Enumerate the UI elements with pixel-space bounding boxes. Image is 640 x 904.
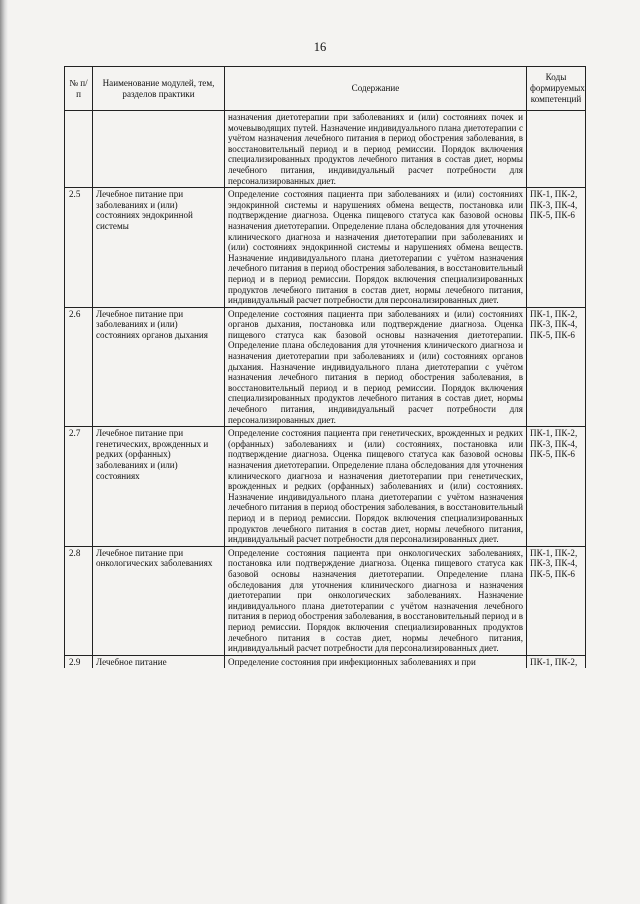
row-num: 2.7 [65,427,93,547]
row-num: 2.6 [65,307,93,427]
row-name: Лечебное питание [93,655,225,668]
row-name: Лечебное питание при онкологических заболеваниях [93,546,225,655]
row-codes [527,111,586,188]
curriculum-table [64,66,586,668]
row-codes: ПК-1, ПК-2, [527,655,586,668]
table-row [65,188,586,308]
row-content: Определение состояния пациента при заболеваниях и (или) состояниях органов дыхания, постановка или подтверждение диагноза. Оценка пищевого статуса как базовой основы назначения диетотерапии. Определение плана обследования для уточнения клинического диагноза и назначения диетотерапии при заболеваниях и (или) состояниях органов дыхания. Назначение индивидуального плана диетотерапии с учётом назначения лечебного питания в период обострения заболевания, в восстановительный период и в период ремиссии. Порядок включения специализированных продуктов лечебного питания в состав диет, нормы лечебного питания, индивидуальный расчет потребности для персонализированных диет. [225,307,527,427]
row-codes: ПК-1, ПК-2, ПК-3, ПК-4, ПК-5, ПК-6 [527,188,586,308]
table-row [65,427,586,547]
row-num: 2.5 [65,188,93,308]
table-row [65,655,586,668]
row-codes: ПК-1, ПК-2, ПК-3, ПК-4, ПК-5, ПК-6 [527,427,586,547]
row-content: назначения диетотерапии при заболеваниях и (или) состояниях почек и мочевыводящих путей. Назначение индивидуального плана диетотерапии с учётом назначения лечебного питания в период обострения заболевания, в восстановительный период и в период ремиссии. Порядок включения специализированных продуктов лечебного питания в состав диет, нормы лечебного питания, индивидуальный расчет потребности для персонализированных диет. [225,111,527,188]
header-name: Наименование модулей, тем, разделов практики [93,67,225,111]
row-content: Определение состояния пациента при генетических, врожденных и редких (орфанных) заболеваниях и (или) состояниях, постановка или подтверждение диагноза. Оценка пищевого статуса как базовой основы назначения диетотерапии. Определение плана обследования для уточнения клинического диагноза и назначения диетотерапии при генетических, врожденных и редких (орфанных) заболеваниях и (или) состояниях. Назначение индивидуального плана диетотерапии с учётом назначения лечебного питания в период обострения заболевания, в восстановительный период и в период ремиссии. Порядок включения специализированных продуктов лечебного питания в состав диет, нормы лечебного питания, индивидуальный расчет потребности для персонализированных диет. [225,427,527,547]
row-codes: ПК-1, ПК-2, ПК-3, ПК-4, ПК-5, ПК-6 [527,546,586,655]
row-content: Определение состояния пациента при заболеваниях и (или) состояниях эндокринной системы и нарушениях обмена веществ, постановка или подтверждение диагноза. Оценка пищевого статуса как базовой основы назначения диетотерапии. Определение плана обследования для уточнения клинического диагноза и назначения диетотерапии при заболеваниях и (или) состояниях эндокринной системы и нарушениях обмена веществ. Назначение индивидуального плана диетотерапии с учётом назначения лечебного питания в период обострения заболевания, в восстановительный период и в период ремиссии. Порядок включения специализированных продуктов лечебного питания в состав диет, нормы лечебного питания, индивидуальный расчет потребности для персонализированных диет. [225,188,527,308]
row-content: Определение состояния пациента при онкологических заболеваниях, постановка или подтверждение диагноза. Оценка пищевого статуса как базовой основы назначения диетотерапии. Определение плана обследования для уточнения клинического диагноза и назначения диетотерапии при онкологических заболеваниях. Назначение индивидуального плана диетотерапии с учётом назначения лечебного питания в период обострения заболевания, в восстановительный период и в период ремиссии. Порядок включения специализированных продуктов лечебного питания в состав диет, нормы лечебного питания, индивидуальный расчет потребности для персонализированных диет. [225,546,527,655]
row-name [93,111,225,188]
table-header [65,67,586,111]
row-name: Лечебное питание при заболеваниях и (или) состояниях эндокринной системы [93,188,225,308]
row-content: Определение состояния при инфекционных заболеваниях и при [225,655,527,668]
header-codes: Коды формируемых компетенций [527,67,586,111]
row-num [65,111,93,188]
table-row [65,307,586,427]
scan-edge [0,0,8,904]
row-name: Лечебное питание при заболеваниях и (или) состояниях органов дыхания [93,307,225,427]
row-name: Лечебное питание при генетических, врожденных и редких (орфанных) заболеваниях и (или) состояниях [93,427,225,547]
header-num: № п/п [65,67,93,111]
row-num: 2.9 [65,655,93,668]
row-num: 2.8 [65,546,93,655]
header-content: Содержание [225,67,527,111]
table-row [65,546,586,655]
table-row [65,111,586,188]
row-codes: ПК-1, ПК-2, ПК-3, ПК-4, ПК-5, ПК-6 [527,307,586,427]
page-number: 16 [313,40,327,54]
